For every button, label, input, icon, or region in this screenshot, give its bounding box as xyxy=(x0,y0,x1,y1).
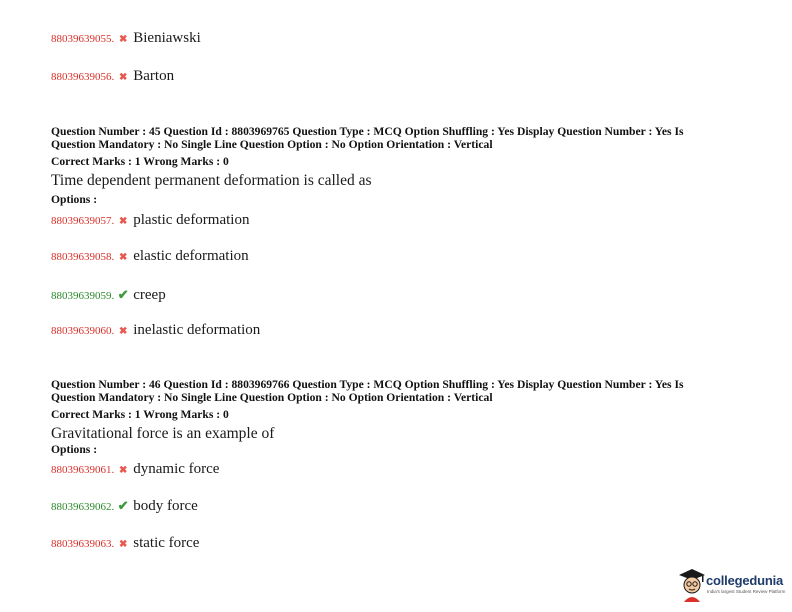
option-row xyxy=(51,30,201,50)
option-id: 88039639055. xyxy=(51,33,115,45)
option-id: 88039639060. xyxy=(51,325,115,337)
question-text: Gravitational force is an example of xyxy=(51,425,275,442)
option-row xyxy=(51,322,260,342)
cross-icon: ✖ xyxy=(119,72,128,83)
cross-icon: ✖ xyxy=(119,216,128,227)
option-id: 88039639062. xyxy=(51,501,115,513)
option-id: 88039639059. xyxy=(51,290,115,302)
question-marks: Correct Marks : 1 Wrong Marks : 0 xyxy=(51,408,229,421)
option-id: 88039639057. xyxy=(51,215,115,227)
logo-wordmark: collegedunia xyxy=(706,573,784,588)
logo-tagline: India's largest Student Review Platform xyxy=(707,589,786,594)
option-text: static force xyxy=(133,535,200,551)
question-marks: Correct Marks : 1 Wrong Marks : 0 xyxy=(51,155,229,168)
option-id: 88039639063. xyxy=(51,538,115,550)
option-text: Barton xyxy=(133,68,175,84)
option-row xyxy=(51,248,249,268)
option-text: elastic deformation xyxy=(133,248,249,264)
question-header-line: Question Number : 46 Question Id : 8803969766 Question Type : MCQ Option Shuffling : Yes Display Question Number : Yes Is xyxy=(51,378,684,391)
cross-icon: ✖ xyxy=(119,34,128,45)
option-text: creep xyxy=(133,287,166,303)
cross-icon: ✖ xyxy=(119,465,128,476)
collegedunia-logo xyxy=(678,565,788,605)
options-label: Options : xyxy=(51,193,98,206)
check-icon: ✔ xyxy=(117,287,129,302)
cross-icon: ✖ xyxy=(119,539,128,550)
option-row xyxy=(51,212,249,232)
option-row xyxy=(51,68,174,88)
option-text: dynamic force xyxy=(133,461,220,477)
cross-icon: ✖ xyxy=(119,326,128,337)
option-row xyxy=(51,461,219,481)
option-row xyxy=(51,535,199,555)
question-header xyxy=(51,378,751,404)
question-header-line: Question Mandatory : No Single Line Question Option : No Option Orientation : Vertical xyxy=(51,138,493,151)
option-id: 88039639056. xyxy=(51,71,115,83)
option-id: 88039639061. xyxy=(51,464,115,476)
option-text: plastic deformation xyxy=(133,212,250,228)
option-row xyxy=(51,287,166,307)
option-text: Bieniawski xyxy=(133,30,201,46)
option-text: inelastic deformation xyxy=(133,322,261,338)
question-text: Time dependent permanent deformation is called as xyxy=(51,172,372,189)
option-row xyxy=(51,498,198,518)
question-header-line: Question Mandatory : No Single Line Question Option : No Option Orientation : Vertical xyxy=(51,391,493,404)
option-id: 88039639058. xyxy=(51,251,115,263)
option-text: body force xyxy=(133,498,198,514)
check-icon: ✔ xyxy=(117,498,129,513)
question-header-line: Question Number : 45 Question Id : 8803969765 Question Type : MCQ Option Shuffling : Yes Display Question Number : Yes Is xyxy=(51,125,684,138)
options-label: Options : xyxy=(51,443,98,456)
cross-icon: ✖ xyxy=(119,252,128,263)
question-header xyxy=(51,125,751,151)
student-mascot-icon xyxy=(678,567,706,603)
